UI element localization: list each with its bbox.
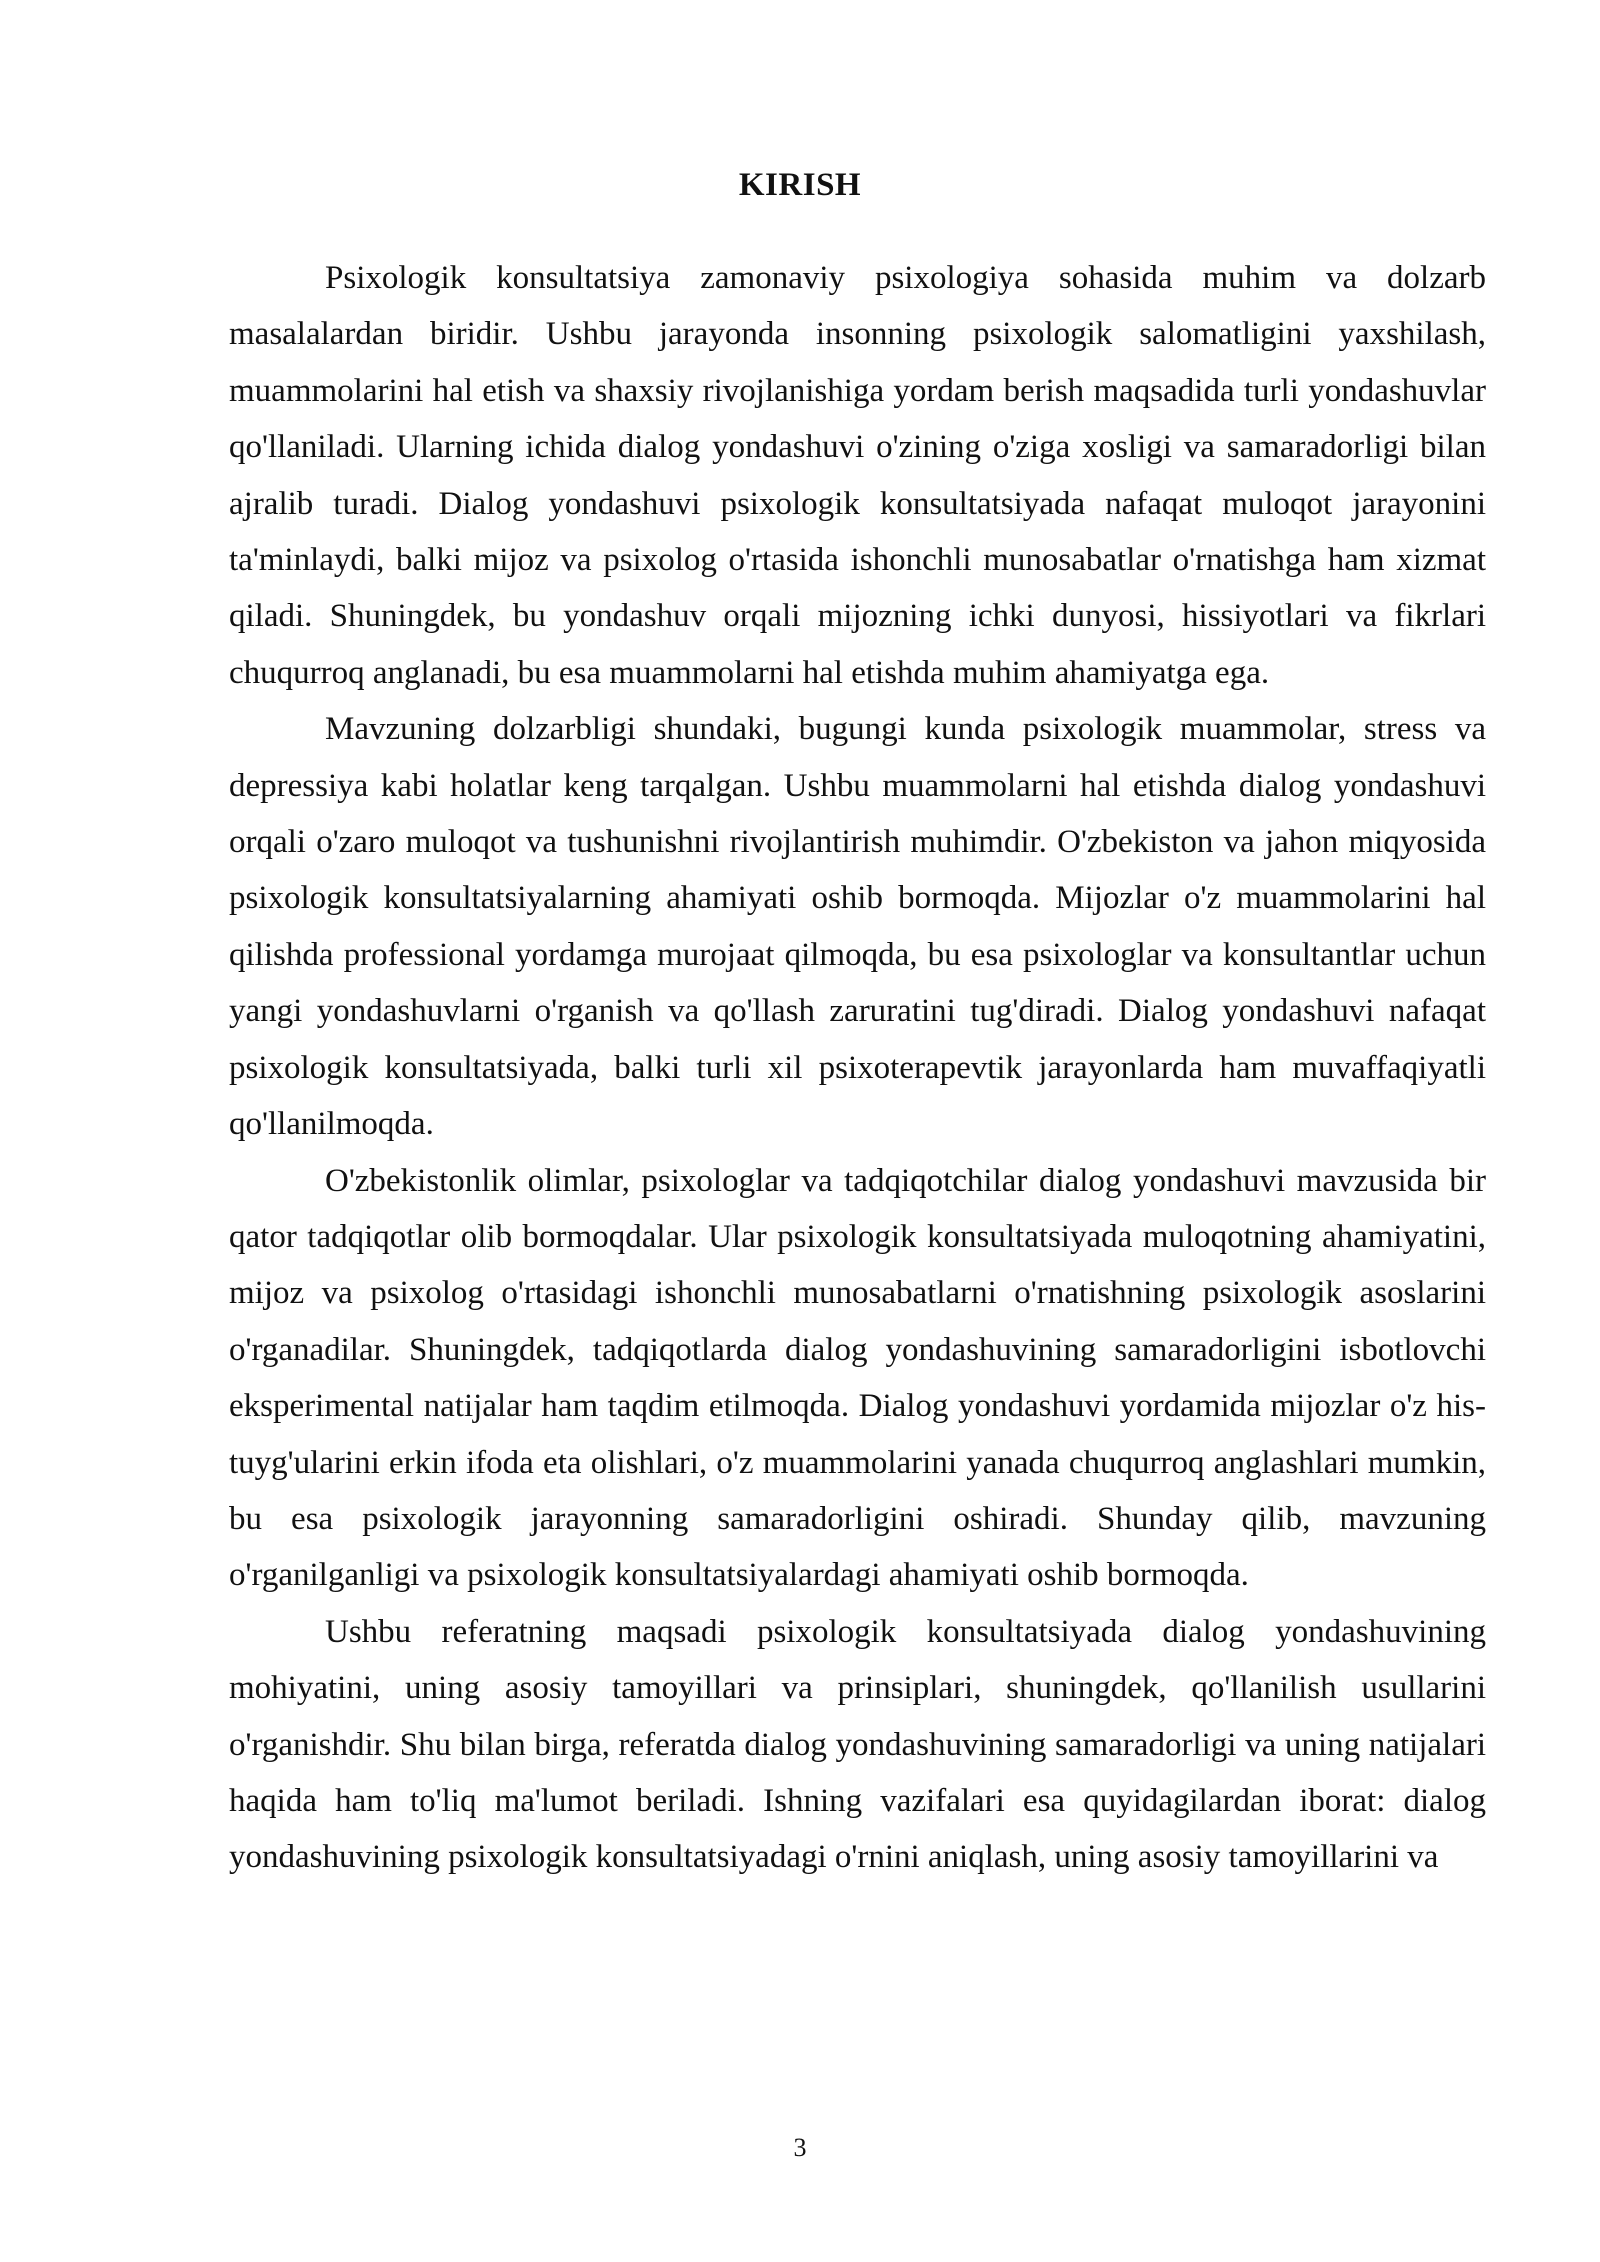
paragraph-1: Psixologik konsultatsiya zamonaviy psixologiya sohasida muhim va dolzarb masalalardan biridir. Ushbu jarayonda insonning psixologik salomatligini yaxshilash, muammolarini hal etish va shaxsiy rivojlanishiga yordam berish maqsadida turli yondashuvlar qo'llaniladi. Ularning ichida dialog yondashuvi o'zining o'ziga xosligi va samaradorligi bilan ajralib turadi. Dialog yondashuvi psixologik konsultatsiyada nafaqat muloqot jarayonini ta'minlaydi, balki mijoz va psixolog o'rtasida ishonchli munosabatlar o'rnatishga ham xizmat qiladi. Shuningdek, bu yondashuv orqali mijozning ichki dunyosi, hissiyotlari va fikrlari chuqurroq anglanadi, bu esa muammolarni hal etishda muhim ahamiyatga ega. (229, 260, 1486, 691)
page-number: 3 (793, 2133, 807, 2162)
page-title: KIRISH (738, 167, 862, 203)
paragraph-4: Ushbu referatning maqsadi psixologik konsultatsiyada dialog yondashuvining mohiyatini, uning asosiy tamoyillari va prinsiplari, shuningdek, qo'llanilish usullarini o'rganishdir. Shu bilan birga, referatda dialog yondashuvining samaradorligi va uning natijalari haqida ham to'liq ma'lumot beriladi. Ishning vazifalari esa quyidagilardan iborat: dialog yondashuvining psixologik konsultatsiyadagi o'rnini aniqlash, uning asosiy tamoyillarini va (229, 1613, 1486, 1876)
paragraph-2: Mavzuning dolzarbligi shundaki, bugungi kunda psixologik muammolar, stress va depressiya kabi holatlar keng tarqalgan. Ushbu muammolarni hal etishda dialog yondashuvi orqali o'zaro muloqot va tushunishni rivojlantirish muhimdir. O'zbekiston va jahon miqyosida psixologik konsultatsiyalarning ahamiyati oshib bormoqda. Mijozlar o'z muammolarini hal qilishda professional yordamga murojaat qilmoqda, bu esa psixologlar va konsultantlar uchun yangi yondashuvlarni o'rganish va qo'llash zaruratini tug'diradi. Dialog yondashuvi nafaqat psixologik konsultatsiyada, balki turli xil psixoterapevtik jarayonlarda ham muvaffaqiyatli qo'llanilmoqda. (229, 711, 1486, 1143)
body-text (229, 250, 1486, 1886)
paragraph-3: O'zbekistonlik olimlar, psixologlar va tadqiqotchilar dialog yondashuvi mavzusida bir qator tadqiqotlar olib bormoqdalar. Ular psixologik konsultatsiyada muloqotning ahamiyatini, mijoz va psixolog o'rtasidagi ishonchli munosabatlarni o'rnatishning psixologik asoslarini o'rganadilar. Shuningdek, tadqiqotlarda dialog yondashuvining samaradorligini isbotlovchi eksperimental natijalar ham taqdim etilmoqda. Dialog yondashuvi yordamida mijozlar o'z his-tuyg'ularini erkin ifoda eta olishlari, o'z muammolarini yanada chuqurroq anglashlari mumkin, bu esa psixologik jarayonning samaradorligini oshiradi. Shunday qilib, mavzuning o'rganilganligi va psixologik konsultatsiyalardagi ahamiyati oshib bormoqda. (229, 1162, 1486, 1594)
